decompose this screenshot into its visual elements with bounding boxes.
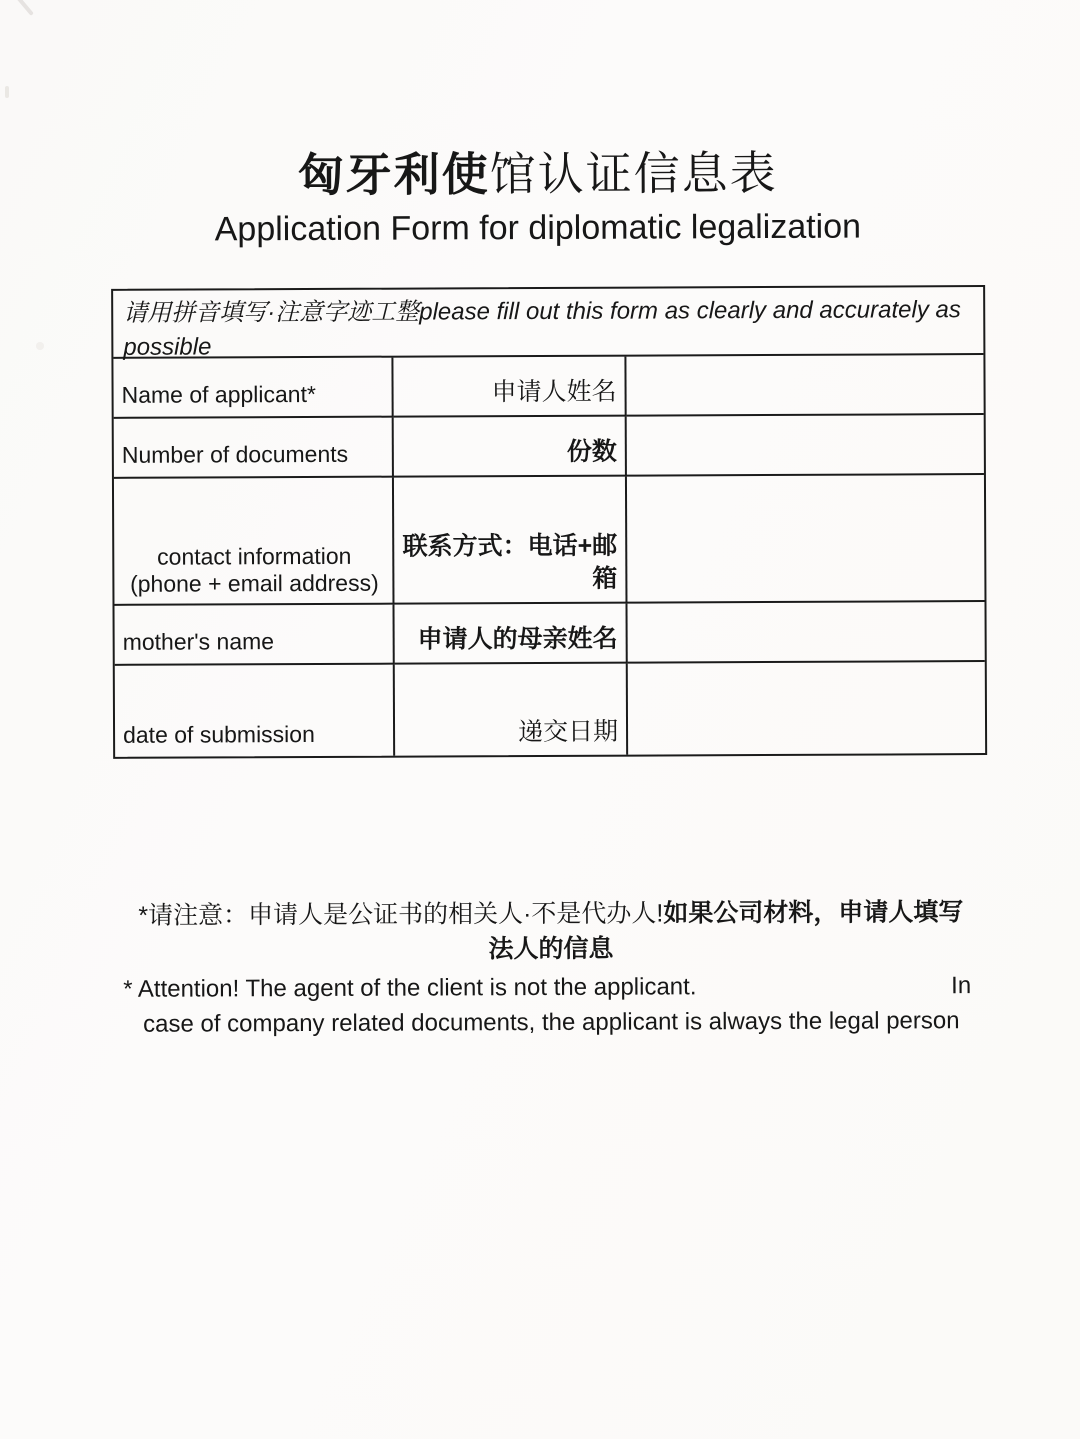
note-en-line1-left: * Attention! The agent of the client is not the applicant. — [123, 973, 697, 1003]
title-block — [0, 144, 1078, 251]
note-cjk-regular: *请注意：申请人是公证书的相关人·不是代办人! — [138, 899, 664, 930]
contact-info-line1: contact information — [157, 542, 352, 570]
value-cell-number-of-documents — [627, 415, 984, 477]
form-title-cjk-bold-part: 匈牙利使 — [297, 148, 490, 202]
label-text: Number of documents — [121, 441, 349, 469]
value-cell-date-of-submission — [628, 662, 985, 755]
contact-info-cjk-line2: 箱 — [592, 564, 618, 593]
fill-instructions — [113, 287, 983, 359]
label-number-of-documents-cjk — [394, 417, 627, 478]
label-text: date of submission — [123, 721, 315, 749]
value-cell-mothers-name — [627, 602, 984, 664]
fill-instructions-cjk: 请用拼音填写·注意字迹工整 — [123, 298, 420, 327]
label-text — [403, 530, 618, 596]
label-text: mother's name — [122, 628, 275, 656]
label-name-of-applicant-en — [113, 358, 393, 419]
fill-instructions-en: please fill out this form as clearly and accurately as possible — [123, 296, 961, 361]
note-en-line1 — [119, 970, 983, 1005]
form-title-en: Application Form for diplomatic legalization — [214, 207, 862, 248]
label-mothers-name-en — [115, 605, 395, 666]
form-title-cjk-regular-part: 馆认证信息表 — [489, 146, 778, 201]
note-en-line1-right: In — [951, 972, 972, 1000]
attention-notes — [119, 896, 984, 1040]
note-cjk-bold: 如果公司材料，申请人填写 — [663, 898, 964, 928]
label-text: 申请人姓名 — [491, 377, 617, 406]
contact-info-cjk-line1: 联系方式：电话+邮 — [402, 531, 618, 561]
label-name-of-applicant-cjk — [393, 357, 626, 418]
label-number-of-documents-en — [114, 418, 394, 479]
label-text: 递交日期 — [517, 717, 619, 746]
label-text: 申请人的母亲姓名 — [417, 624, 618, 654]
label-text: 份数 — [566, 437, 617, 466]
label-contact-information-cjk — [394, 477, 628, 605]
label-text — [130, 543, 379, 599]
label-date-of-submission-cjk — [395, 664, 628, 756]
value-cell-name-of-applicant — [626, 355, 983, 417]
note-en-line2: case of company related documents, the applicant is always the legal person — [143, 1007, 960, 1038]
note-cjk-line2: 法人的信息 — [488, 934, 614, 963]
contact-info-line2: (phone + email address) — [130, 570, 379, 598]
label-contact-information-en — [114, 478, 395, 606]
label-date-of-submission-en — [115, 665, 395, 757]
form-title-cjk — [0, 144, 1078, 206]
note-cjk-line1 — [119, 896, 983, 932]
label-mothers-name-cjk — [394, 604, 627, 665]
label-text: Name of applicant* — [121, 381, 316, 409]
application-form-table — [111, 285, 987, 759]
value-cell-contact-information — [627, 475, 985, 604]
